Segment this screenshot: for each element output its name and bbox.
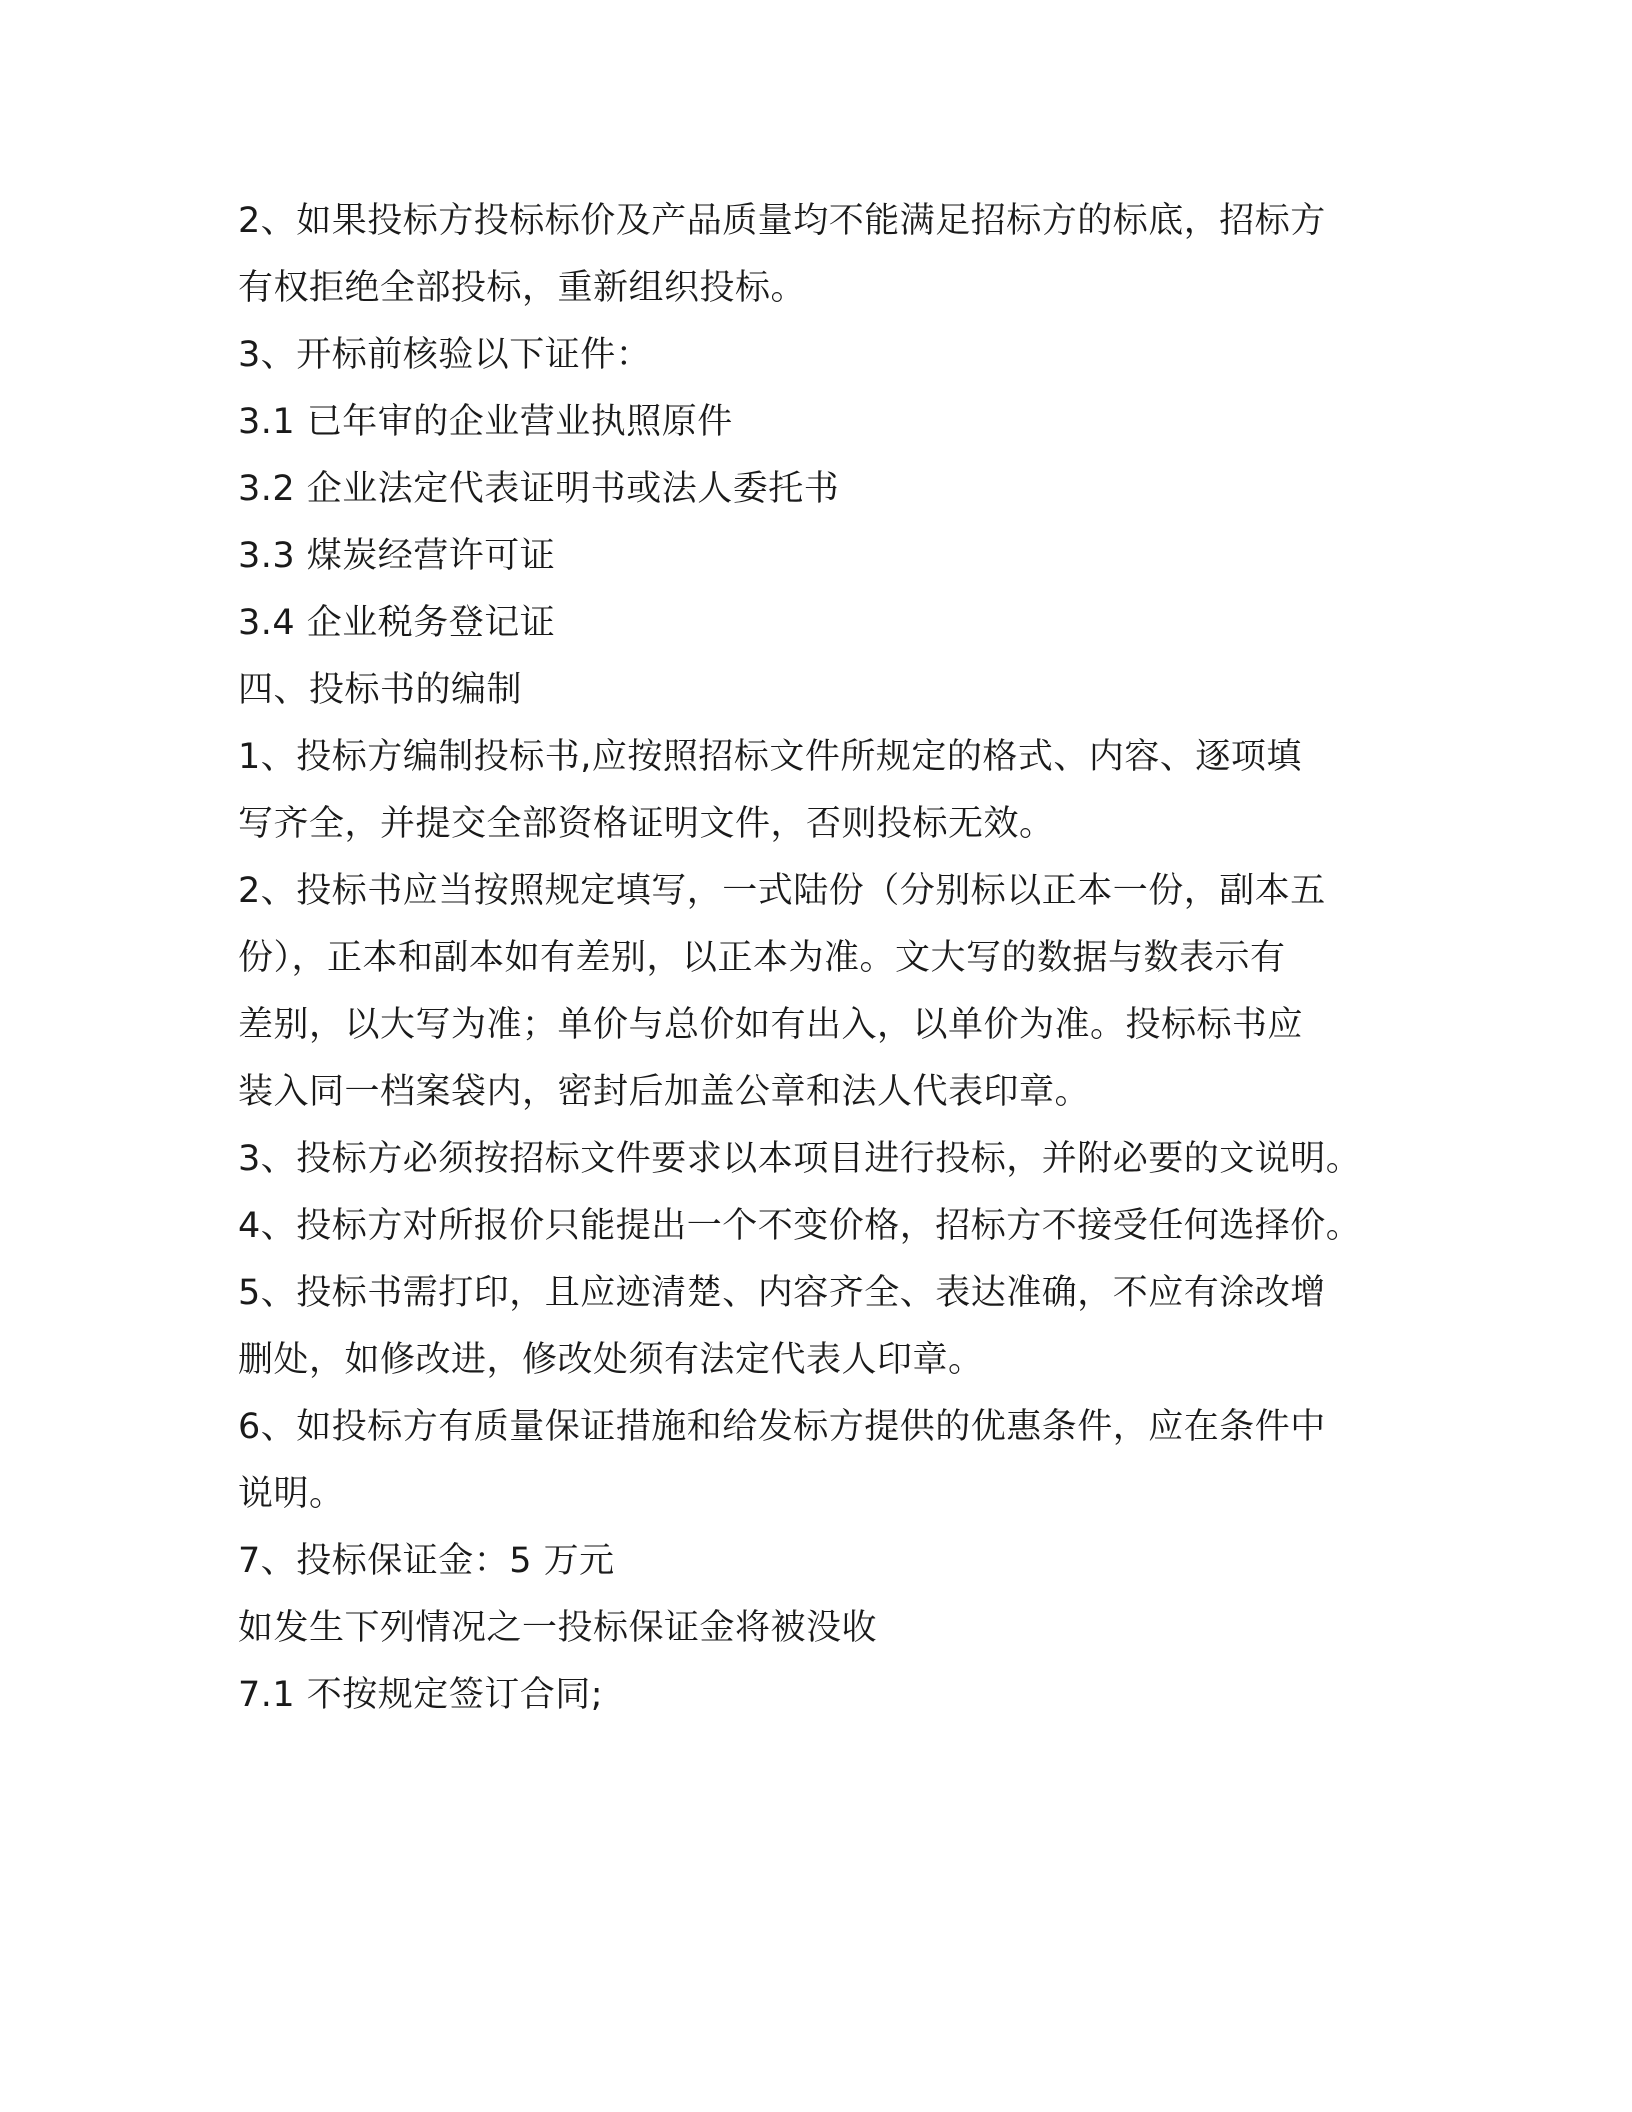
section-4-item-2-line-2: 份），正本和副本如有差别，以正本为准。文大写的数据与数表示有 [238, 938, 1286, 978]
section-4-item-2-line-3: 差别，以大写为准；单价与总价如有出入，以单价为准。投标标书应 [238, 1005, 1304, 1045]
list-item-7-1: 7.1 不按规定签订合同; [238, 1675, 604, 1715]
section-4-item-5-line-2: 删处，如修改进，修改处须有法定代表人印章。 [238, 1340, 984, 1380]
section-4-item-1-line-1: 1、投标方编制投标书,应按照招标文件所规定的格式、内容、逐项填 [238, 737, 1302, 777]
section-4-item-3: 3、投标方必须按招标文件要求以本项目进行投标，并附必要的文说明。 [238, 1139, 1362, 1179]
section-4-item-6-line-1: 6、如投标方有质量保证措施和给发标方提供的优惠条件，应在条件中 [238, 1407, 1326, 1447]
section-4-item-7: 7、投标保证金：5 万元 [238, 1541, 615, 1581]
paragraph-3-heading: 3、开标前核验以下证件： [238, 335, 652, 375]
list-item-3-2: 3.2 企业法定代表证明书或法人委托书 [238, 469, 840, 509]
section-4-item-5-line-1: 5、投标书需打印，且应迹清楚、内容齐全、表达准确，不应有涂改增 [238, 1273, 1326, 1313]
paragraph-2-line-2: 有权拒绝全部投标，重新组织投标。 [238, 268, 807, 308]
document-body [238, 188, 1418, 1729]
list-item-3-1: 3.1 已年审的企业营业执照原件 [238, 402, 733, 442]
deposit-forfeit-conditions: 如发生下列情况之一投标保证金将被没收 [238, 1608, 878, 1648]
section-heading-4: 四、投标书的编制 [238, 670, 523, 710]
paragraph-2-line-1: 2、如果投标方投标标价及产品质量均不能满足招标方的标底，招标方 [238, 201, 1326, 241]
section-4-item-4: 4、投标方对所报价只能提出一个不变价格，招标方不接受任何选择价。 [238, 1206, 1362, 1246]
section-4-item-2-line-1: 2、投标书应当按照规定填写，一式陆份（分别标以正本一份，副本五 [238, 871, 1326, 911]
list-item-3-3: 3.3 煤炭经营许可证 [238, 536, 556, 576]
section-4-item-2-line-4: 装入同一档案袋内，密封后加盖公章和法人代表印章。 [238, 1072, 1091, 1112]
section-4-item-6-line-2: 说明。 [238, 1474, 345, 1514]
section-4-item-1-line-2: 写齐全，并提交全部资格证明文件，否则投标无效。 [238, 804, 1055, 844]
list-item-3-4: 3.4 企业税务登记证 [238, 603, 556, 643]
